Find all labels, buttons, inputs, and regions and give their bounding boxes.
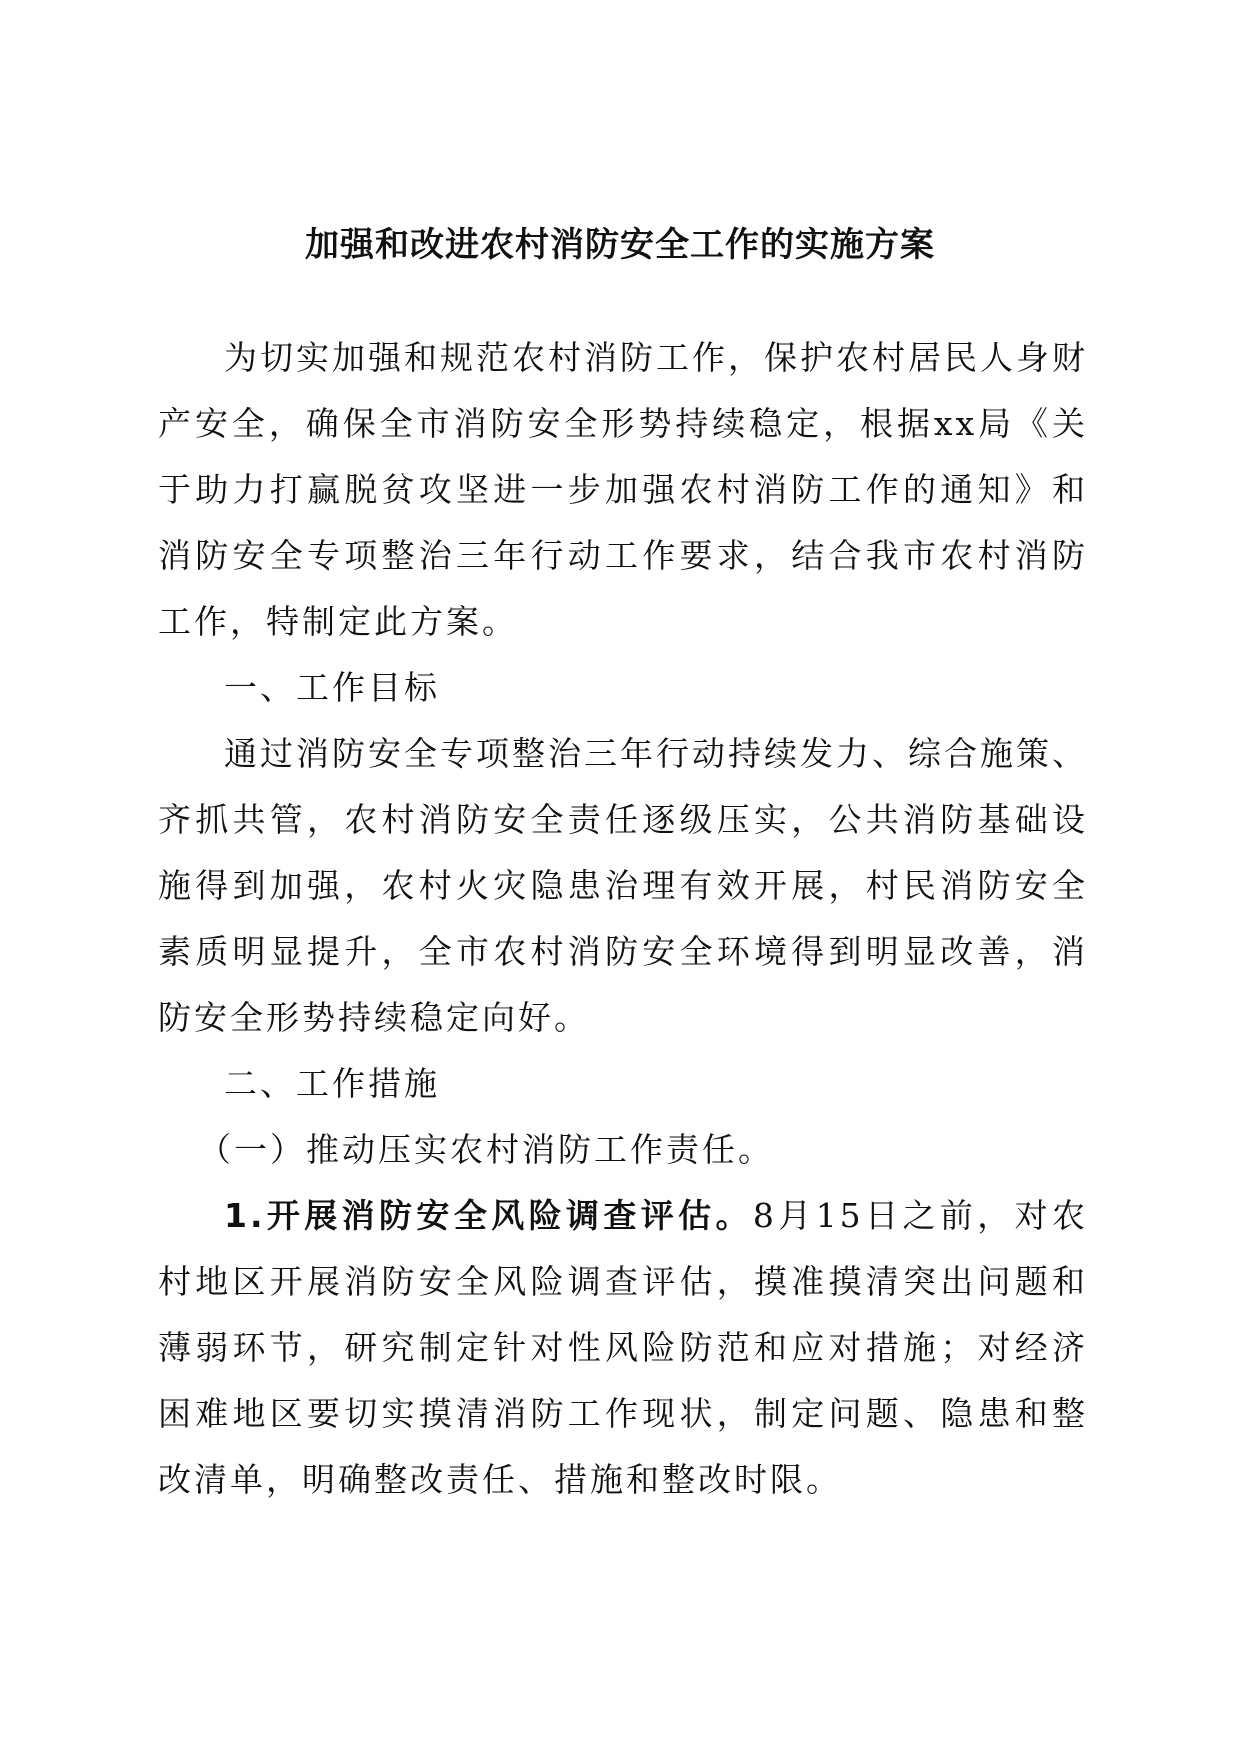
- item-1-body: 8月15日之前，对农村地区开展消防安全风险调查评估，摸准摸清突出问题和薄弱环节，研究制定针对性风险防范和应对措施；对经济困难地区要切实摸清消防工作现状，制定问题、隐患和整改清单，明确整改责任、措施和整改时限。: [158, 1196, 1088, 1499]
- goals-paragraph: 通过消防安全专项整治三年行动持续发力、综合施策、齐抓共管，农村消防安全责任逐级压实，公共消防基础设施得到加强，农村火灾隐患治理有效开展，村民消防安全素质明显提升，全市农村消防安全环境得到明显改善，消防安全形势持续稳定向好。: [158, 734, 1088, 1037]
- subsection-heading-responsibility: （一）推动压实农村消防工作责任。: [198, 1130, 774, 1169]
- section-heading-goals: 一、工作目标: [224, 668, 440, 707]
- item-1-lead: 1.开展消防安全风险调查评估。: [224, 1196, 753, 1235]
- item-1-paragraph: [158, 1183, 1088, 1513]
- intro-paragraph: 为切实加强和规范农村消防工作，保护农村居民人身财产安全，确保全市消防安全形势持续稳定，根据xx局《关于助力打赢脱贫攻坚进一步加强农村消防工作的通知》和消防安全专项整治三年行动工作要求，结合我市农村消防工作，特制定此方案。: [158, 338, 1088, 641]
- document-title: 加强和改进农村消防安全工作的实施方案: [305, 225, 935, 265]
- section-heading-measures: 二、工作措施: [224, 1064, 440, 1103]
- document-body: [158, 325, 1088, 1513]
